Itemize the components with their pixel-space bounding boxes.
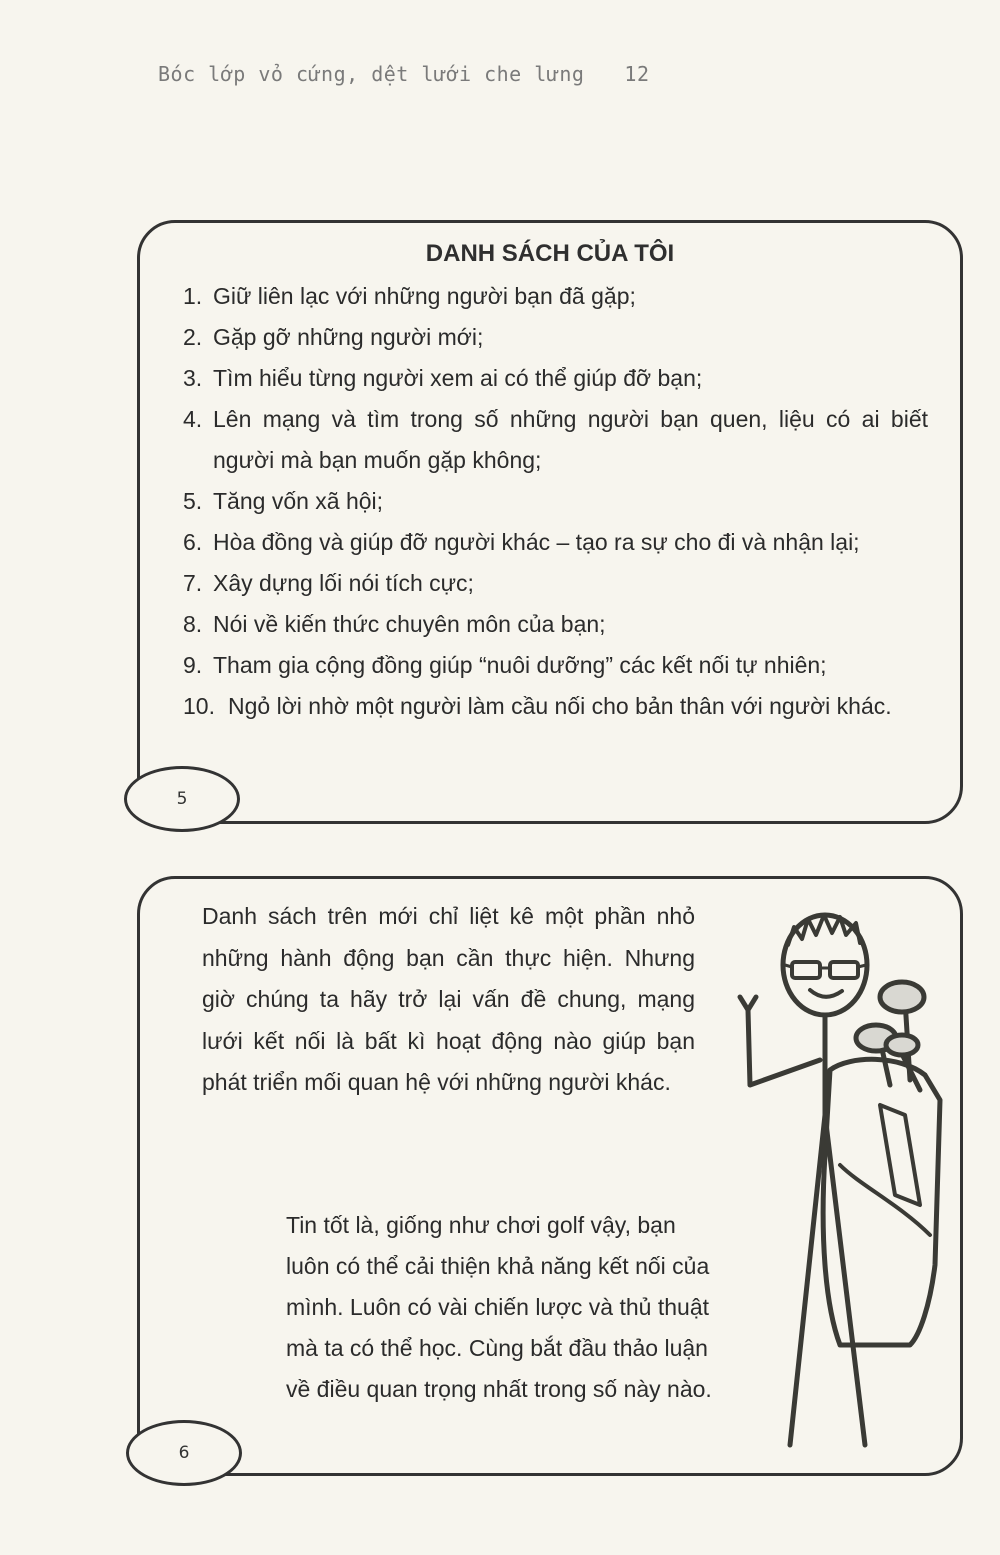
header-page-number: 12 <box>624 62 650 86</box>
list-item-number: 4. <box>183 406 203 432</box>
list-item <box>183 481 928 522</box>
list-item <box>183 399 928 481</box>
panel-number-badge: 5 <box>124 766 240 832</box>
list-item <box>183 522 928 563</box>
list-item-text: Lên mạng và tìm trong số những người bạn quen, liệu có ai biết người mà bạn muốn gặp không; <box>213 406 928 473</box>
list-item-number: 8. <box>183 611 203 637</box>
list-item-number: 7. <box>183 570 203 596</box>
list-item <box>183 645 928 686</box>
golf-bag <box>823 1059 940 1345</box>
list-item-text: Tham gia cộng đồng giúp “nuôi dưỡng” các kết nối tự nhiên; <box>213 652 827 678</box>
list-title: DANH SÁCH CỦA TÔI <box>425 240 675 267</box>
list-item-text: Tìm hiểu từng người xem ai có thể giúp đỡ bạn; <box>213 365 703 391</box>
list-item-text: Gặp gỡ những người mới; <box>213 324 484 350</box>
running-title: Bóc lớp vỏ cứng, dệt lưới che lưng <box>158 62 585 86</box>
list-item-text: Ngỏ lời nhờ một người làm cầu nối cho bản thân với người khác. <box>228 693 892 719</box>
paragraph-golf: Tin tốt là, giống như chơi golf vậy, bạn luôn có thể cải thiện khả năng kết nối của mình. Luôn có vài chiến lược và thủ thuật mà ta có thể học. Cùng bắt đầu thảo luận về điều quan trọng nhất trong số này nào. <box>286 1212 712 1402</box>
running-header <box>158 62 650 86</box>
list-item-number: 1. <box>183 283 203 309</box>
list-item-text: Xây dựng lối nói tích cực; <box>213 570 474 596</box>
list-item-text: Tăng vốn xã hội; <box>213 488 384 514</box>
paragraph-intro: Danh sách trên mới chỉ liệt kê một phần nhỏ những hành động bạn cần thực hiện. Nhưng giờ chúng ta hãy trở lại vấn đề chung, mạng lưới kết nối là bất kì hoạt động nào giúp bạn phát triển mối quan hệ với những người khác. <box>202 903 695 1095</box>
list-item <box>183 358 928 399</box>
panel-number-badge: 6 <box>126 1420 242 1486</box>
club-head <box>880 982 924 1012</box>
action-list <box>183 276 928 727</box>
list-item-number: 5. <box>183 488 203 514</box>
list-item-number: 9. <box>183 652 203 678</box>
list-item <box>183 604 928 645</box>
list-item <box>183 686 928 727</box>
list-item <box>183 276 928 317</box>
list-item-text: Giữ liên lạc với những người bạn đã gặp; <box>213 283 636 309</box>
list-item-number: 6. <box>183 529 203 555</box>
list-item-number: 3. <box>183 365 203 391</box>
list-item <box>183 317 928 358</box>
list-item-text: Nói về kiến thức chuyên môn của bạn; <box>213 611 606 637</box>
list-item-text: Hòa đồng và giúp đỡ người khác – tạo ra sự cho đi và nhận lại; <box>213 529 860 555</box>
list-item-number: 2. <box>183 324 203 350</box>
list-item <box>183 563 928 604</box>
club-head <box>886 1035 918 1055</box>
golfer-illustration <box>730 905 960 1465</box>
list-item-number: 10. <box>183 693 215 719</box>
